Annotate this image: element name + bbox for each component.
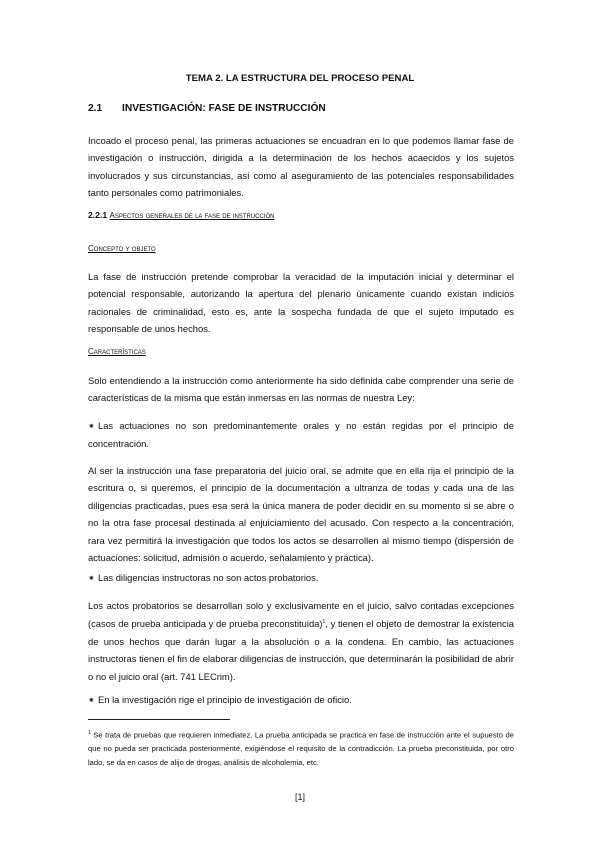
concepto-heading bbox=[88, 243, 156, 253]
caracteristicas-paragraph-2 bbox=[88, 597, 514, 685]
subsection-heading bbox=[88, 210, 274, 220]
footnote-number: 1 bbox=[88, 730, 91, 736]
caracteristicas-intro: Solo entendiendo a la instrucción como anteriormente ha sido definida cabe comprender una serie de características de la misma que están inmersas en las normas de nuestra Ley: bbox=[88, 375, 514, 404]
caracteristicas-heading-text: Características bbox=[88, 347, 146, 356]
section-number: 2.1 bbox=[88, 103, 103, 114]
page-number: [1] bbox=[294, 792, 305, 802]
bullet-icon: ⁕ bbox=[88, 422, 95, 431]
bullet-item-2 bbox=[88, 569, 514, 587]
subsection-number: 2.2.1 bbox=[88, 210, 108, 220]
bullet-item-1 bbox=[88, 417, 514, 453]
bullet-icon: ⁕ bbox=[88, 574, 95, 583]
paragraph-2-part-a: Los actos probatorios se desarrollan solo y exclusivamente en el juicio, salvo contadas excepciones (casos de prueba anticipada y de prueba preconstituida) bbox=[88, 600, 514, 630]
footnote-divider bbox=[88, 719, 230, 720]
bullet-text-1: Las actuaciones no son predominantemente orales y no están regidas por el principio de concentración. bbox=[88, 420, 514, 450]
section-heading bbox=[88, 103, 326, 114]
concepto-paragraph: La fase de instrucción pretende comprobar la veracidad de la imputación inicial y determinar el potencial responsable, autorizando la apertura del plenario únicamente cuando existan indicios racionales de criminalidad, esto es, ante la sospecha fundada de que el sujeto imputado es responsable de unos hechos. bbox=[88, 271, 514, 335]
bullet-item-3 bbox=[88, 691, 514, 709]
caracteristicas-heading bbox=[88, 346, 146, 356]
section-title: INVESTIGACIÓN: FASE DE INSTRUCCIÓN bbox=[122, 103, 326, 114]
caracteristicas-paragraph-1: Al ser la instrucción una fase preparatoria del juicio oral, se admite que en ella rija el principio de la escritura o, si queremos, el principio de la documentación a ultranza de todas y cada una de las diligencias practicadas, pues esa será la única manera de poder decidir en su momento si se abre o no la otra fase procesal destinada al enjuiciamiento del acusado. Con respecto a la concentración, rara vez permitirá la investigación que todos los actos se desarrollen al mismo tiempo (dispersión de actuaciones: solicitud, admisión o acuerdo, señalamiento y práctica). bbox=[88, 465, 514, 564]
bullet-text-2: Las diligencias instructoras no son actos probatorios. bbox=[98, 572, 319, 583]
footnote bbox=[88, 727, 514, 769]
bullet-icon: ⁕ bbox=[88, 696, 95, 705]
paragraph-2-part-b: , y tienen el objeto de demostrar la existencia de unos hechos que darán lugar a la absolución o a la condena. En cambio, las actuaciones instructoras tienen el fin de elaborar diligencias de instrucción, que determinarán la posibilidad de abrir o no el juicio oral (art. 741 LECrim). bbox=[88, 618, 514, 682]
bullet-text-3: En la investigación rige el principio de investigación de oficio. bbox=[98, 694, 352, 705]
footnote-text: Se trata de pruebas que requieren inmediatez. La prueba anticipada se practica en fase de instrucción ante el supuesto de que no pueda ser practicada posteriormente, exigiéndose el requisito de la contradicción. La prueba preconstituida, por otro lado, se da en casos de alijo de drogas, análisis de alcoholemia, etc. bbox=[88, 730, 514, 767]
page-title: TEMA 2. LA ESTRUCTURA DEL PROCESO PENAL bbox=[185, 73, 415, 84]
footnote-reference[interactable]: 1 bbox=[322, 619, 326, 626]
concepto-heading-text: Concepto y objeto bbox=[88, 244, 156, 253]
intro-paragraph: Incoado el proceso penal, las primeras actuaciones se encuadran en lo que podemos llamar fase de investigación o instrucción, dirigida a la determinación de los hechos acaecidos y los sujetos involucrados y sus circunstancias, así como al aseguramiento de las potenciales responsabilidades tanto personales como patrimoniales. bbox=[88, 135, 514, 199]
subsection-title: Aspectos generales de la fase de instrucción bbox=[109, 211, 275, 220]
